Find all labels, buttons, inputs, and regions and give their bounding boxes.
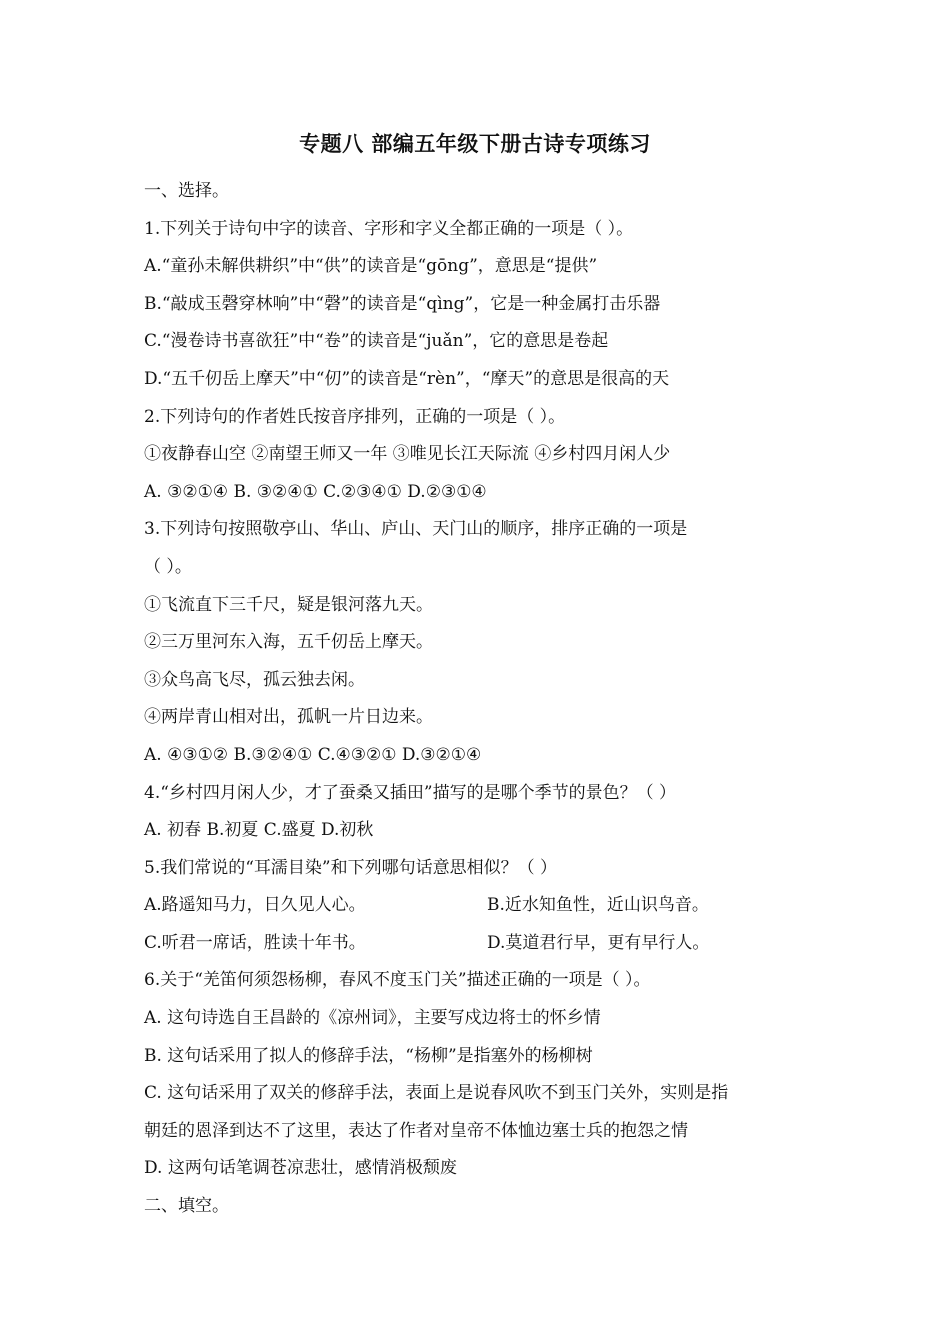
question-2-poems: ①夜静春山空 ②南望王师又一年 ③唯见长江天际流 ④乡村四月闲人少 [144, 444, 671, 465]
question-3-line-2: ②三万里河东入海，五千仞岳上摩天。 [144, 632, 433, 653]
question-3-line-1: ①飞流直下三千尺，疑是银河落九天。 [144, 594, 433, 615]
question-1-option-a: A.“童孙未解供耕织”中“供”的读音是“gōng”，意思是“提供” [144, 256, 598, 277]
question-list [144, 173, 824, 1226]
question-5-option-c: C.听君一席话，胜读十年书。 [144, 932, 366, 953]
question-5-option-d: D.莫道君行早，更有早行人。 [487, 932, 710, 953]
question-4-options: A. 初春 B.初夏 C.盛夏 D.初秋 [144, 820, 374, 841]
question-6-option-a: A. 这句诗选自王昌龄的《凉州词》，主要写戍边将士的怀乡情 [144, 1008, 601, 1029]
question-5-options-row-1 [144, 887, 824, 925]
question-1-option-d: D.“五千仞岳上摩天”中“仞”的读音是“rèn”，“摩天”的意思是很高的天 [144, 368, 670, 389]
question-5-options-row-2 [144, 925, 824, 963]
question-3-line-3: ③众鸟高飞尽，孤云独去闲。 [144, 669, 365, 690]
section-heading-choice: 一、选择。 [144, 181, 229, 201]
section-heading-fill-in: 二、填空。 [144, 1196, 229, 1217]
question-4-stem: 4.“乡村四月闲人少，才了蚕桑又插田”描写的是哪个季节的景色？（ ） [144, 782, 677, 803]
question-1-option-c: C.“漫卷诗书喜欲狂”中“卷”的读音是“juǎn”，它的意思是卷起 [144, 331, 609, 352]
question-3-stem-continued: （ ）。 [144, 556, 192, 577]
question-2-options: A. ③②①④ B. ③②④① C.②③④① D.②③①④ [144, 481, 487, 502]
question-1-option-b: B.“敲成玉磬穿林响”中“磬”的读音是“qìng”，它是一种金属打击乐器 [144, 293, 661, 314]
question-6-option-b: B. 这句话采用了拟人的修辞手法，“杨柳”是指塞外的杨柳树 [144, 1045, 593, 1066]
question-3-stem: 3.下列诗句按照敬亭山、华山、庐山、天门山的顺序，排序正确的一项是 [144, 519, 688, 540]
question-6-option-c-continued: 朝廷的恩泽到达不了这里，表达了作者对皇帝不体恤边塞士兵的抱怨之情 [144, 1120, 688, 1141]
question-6-option-d: D. 这两句话笔调苍凉悲壮，感情消极颓废 [144, 1158, 457, 1179]
question-3-line-4: ④两岸青山相对出，孤帆一片日边来。 [144, 707, 433, 728]
question-5-option-a: A.路遥知马力，日久见人心。 [144, 895, 366, 916]
question-5-option-b: B.近水知鱼性，近山识鸟音。 [487, 895, 709, 916]
page-title: 专题八 部编五年级下册古诗专项练习 [299, 132, 651, 156]
question-2-stem: 2.下列诗句的作者姓氏按音序排列，正确的一项是（ ）。 [144, 406, 566, 427]
question-1-stem: 1.下列关于诗句中字的读音、字形和字义全都正确的一项是（ ）。 [144, 218, 634, 239]
question-3-options: A. ④③①② B.③②④① C.④③②① D.③②①④ [144, 744, 482, 765]
question-6-stem: 6.关于“羌笛何须怨杨柳，春风不度玉门关”描述正确的一项是（ ）。 [144, 970, 651, 991]
question-5-stem: 5.我们常说的“耳濡目染”和下列哪句话意思相似？（ ） [144, 857, 558, 878]
question-6-option-c: C. 这句话采用了双关的修辞手法，表面上是说春风吹不到玉门关外，实则是指 [144, 1083, 729, 1104]
